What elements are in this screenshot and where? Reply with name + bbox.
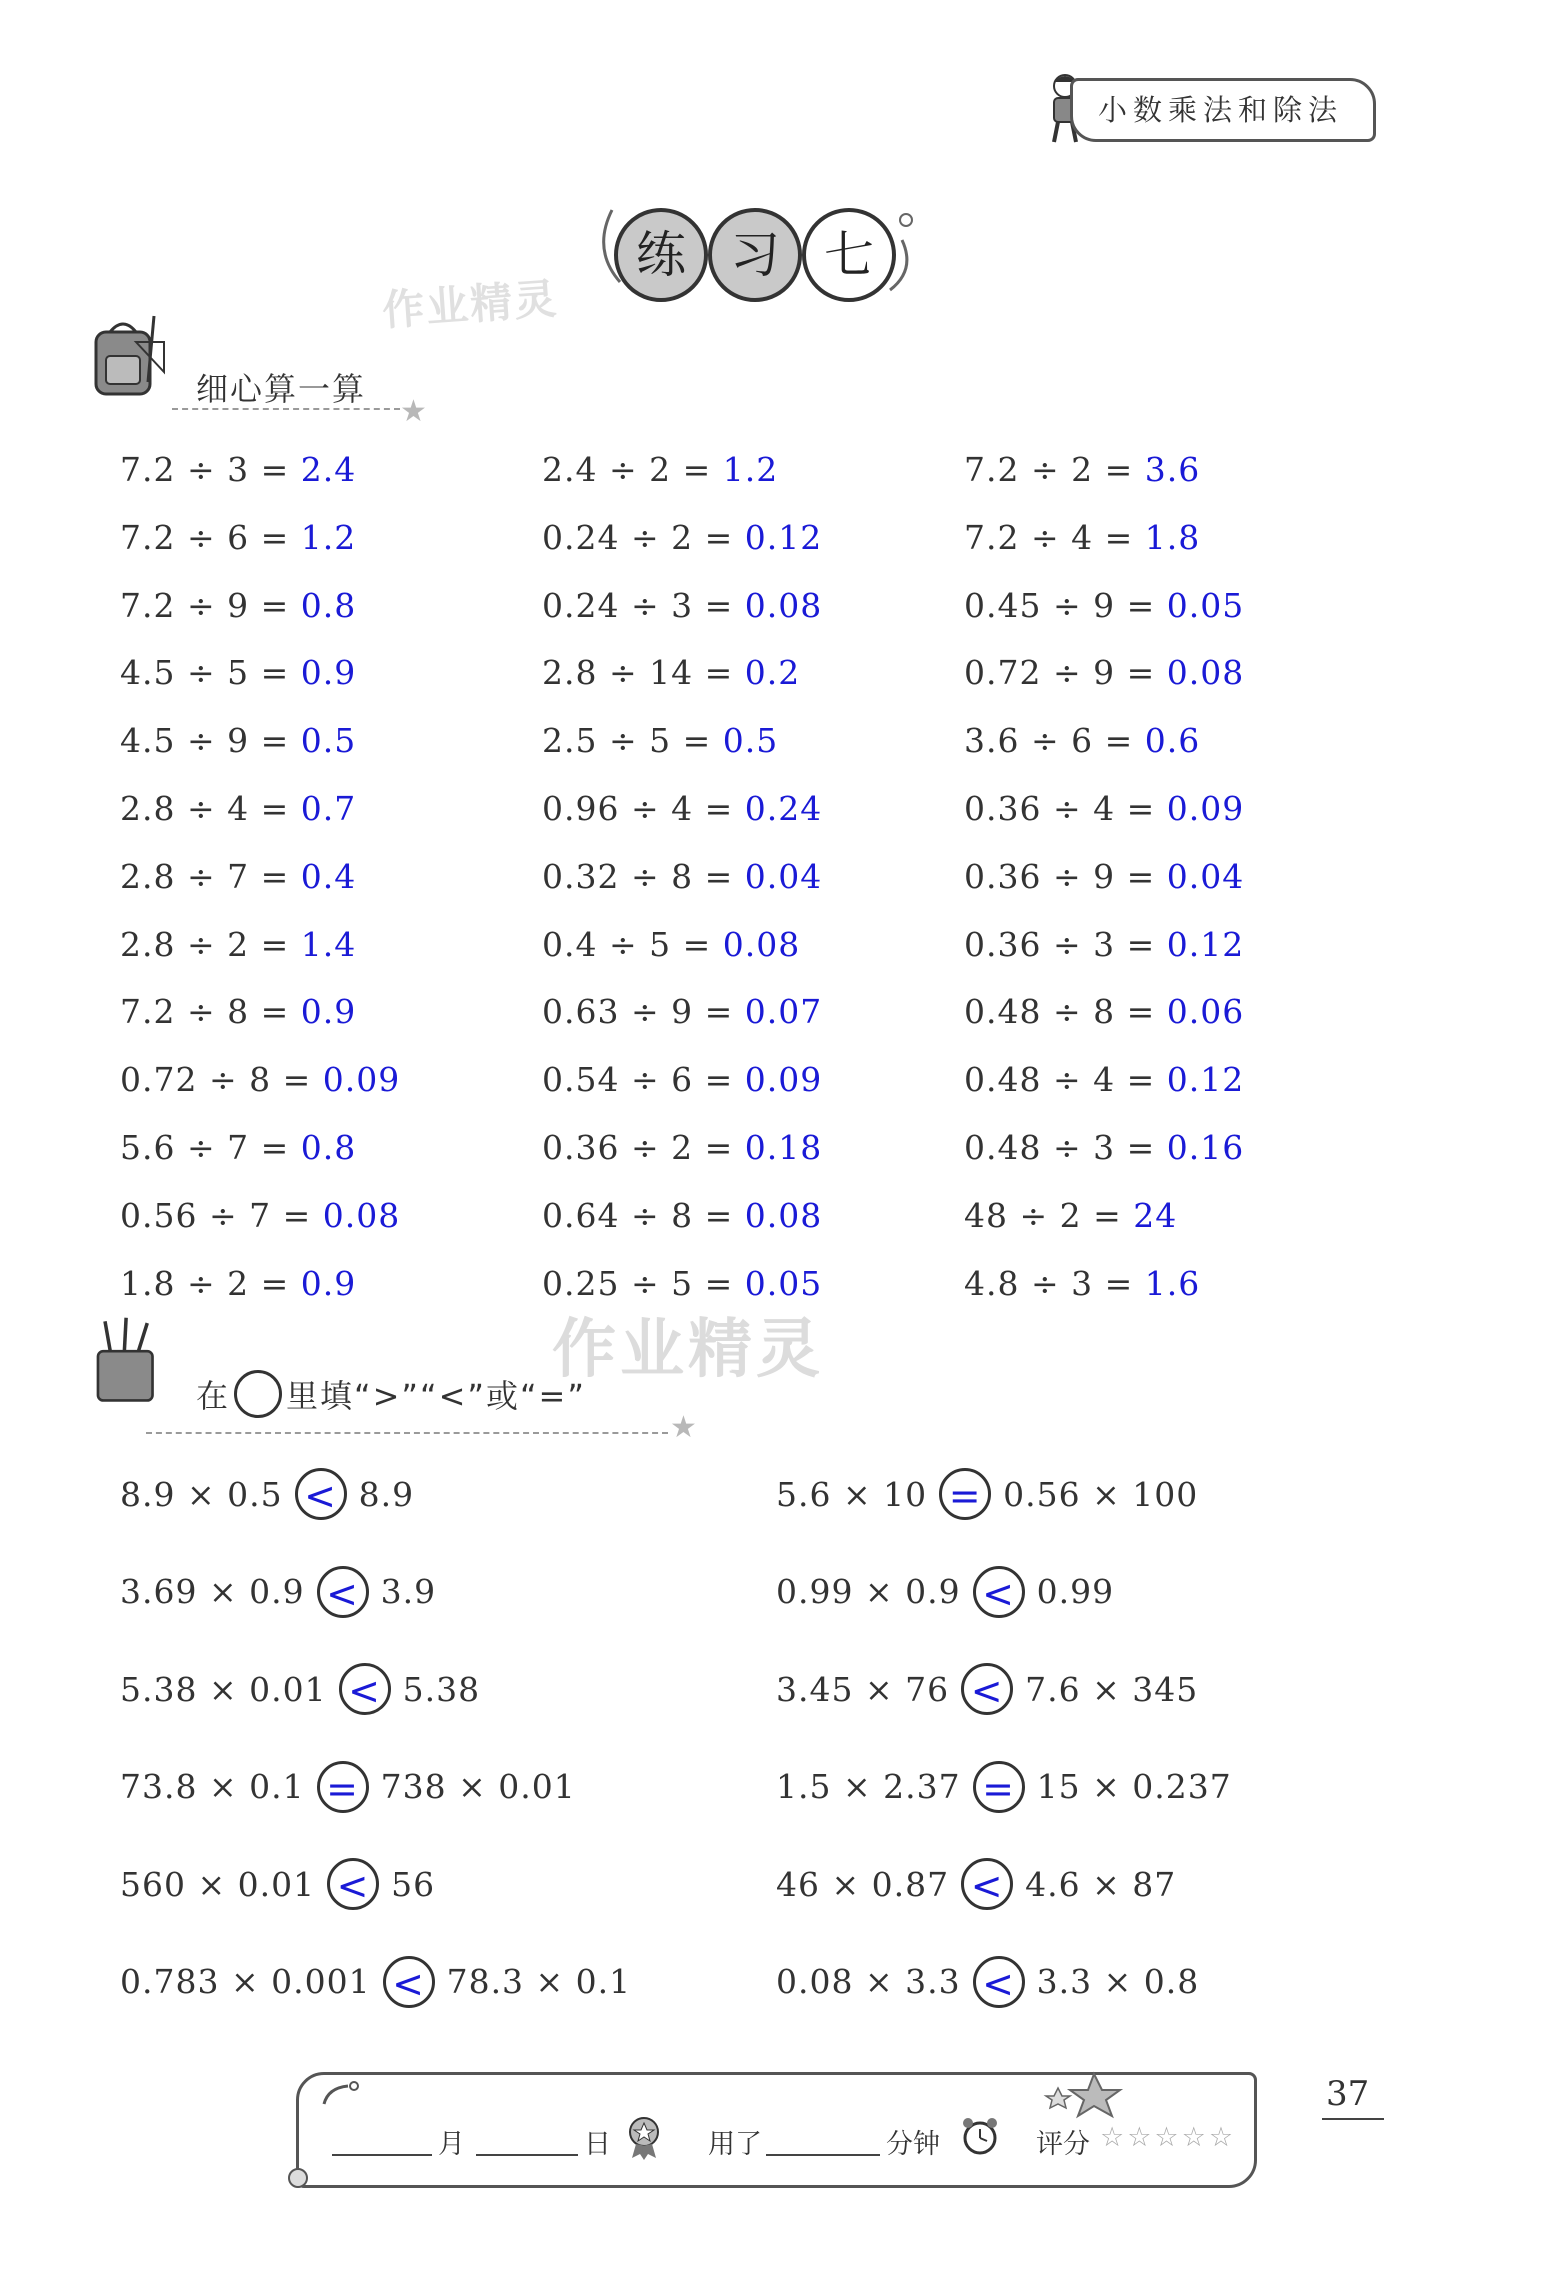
division-problem <box>964 1128 1244 1167</box>
comparison-left: 5.6 × 10 <box>776 1474 928 1514</box>
division-answer[interactable]: 0.9 <box>300 992 357 1032</box>
day-blank[interactable] <box>476 2154 578 2156</box>
pencil-cup-icon <box>88 1316 166 1404</box>
section2-underline <box>146 1432 668 1434</box>
division-expression: 0.56 ÷ 7 = <box>120 1195 312 1235</box>
division-problem <box>120 1196 400 1235</box>
division-answer[interactable]: 0.4 <box>300 856 357 896</box>
division-expression: 0.25 ÷ 5 = <box>542 1263 734 1303</box>
division-expression: 4.5 ÷ 5 = <box>120 653 290 693</box>
alarm-clock-icon <box>960 2116 1000 2158</box>
division-problem <box>120 1264 356 1303</box>
comparison-problem <box>120 1663 480 1715</box>
division-problem <box>542 1264 822 1303</box>
division-expression: 2.8 ÷ 2 = <box>120 924 290 964</box>
division-answer[interactable]: 0.18 <box>744 1128 823 1167</box>
section2-title-suffix: 里填“>”“<”或“=” <box>286 1377 586 1415</box>
comparison-problem <box>120 1468 414 1520</box>
division-expression: 0.45 ÷ 9 = <box>964 585 1156 625</box>
comparison-left: 3.45 × 76 <box>776 1669 950 1709</box>
division-problem <box>542 586 822 625</box>
division-expression: 3.6 ÷ 6 = <box>964 721 1134 761</box>
division-problem <box>542 653 800 692</box>
division-expression: 7.2 ÷ 6 = <box>120 517 290 557</box>
comparison-left: 8.9 × 0.5 <box>120 1474 283 1514</box>
division-problem <box>120 992 356 1031</box>
division-expression: 0.54 ÷ 6 = <box>542 1060 734 1100</box>
division-problem <box>964 925 1244 964</box>
backpack-icon <box>88 312 166 400</box>
exercise-title <box>590 190 930 300</box>
comparison-problem <box>120 1761 576 1813</box>
minutes-blank[interactable] <box>766 2154 880 2156</box>
comparison-problem <box>776 1663 1198 1715</box>
watermark-middle: 作业精灵 <box>552 1313 824 1387</box>
division-expression: 48 ÷ 2 = <box>964 1195 1122 1235</box>
division-problem <box>120 450 356 489</box>
division-problem <box>964 1196 1177 1235</box>
page-number: 37 <box>1326 2074 1370 2114</box>
division-answer[interactable]: 0.16 <box>1166 1128 1245 1167</box>
division-expression: 0.96 ÷ 4 = <box>542 789 734 828</box>
comparison-right: 3.3 × 0.8 <box>1036 1962 1200 2001</box>
division-expression: 7.2 ÷ 9 = <box>120 585 290 625</box>
division-problem <box>120 1060 400 1099</box>
division-answer[interactable]: 0.09 <box>322 1060 401 1100</box>
comparison-problem <box>120 1858 435 1910</box>
division-expression: 4.5 ÷ 9 = <box>120 721 290 761</box>
division-answer[interactable]: 0.12 <box>744 517 823 557</box>
star-icon: ★ <box>400 394 427 429</box>
comparison-left: 0.99 × 0.9 <box>776 1572 961 1611</box>
division-expression: 2.4 ÷ 2 = <box>542 450 712 489</box>
division-problem <box>542 789 822 828</box>
title-char-3: 七 <box>802 208 896 302</box>
title-char-2: 习 <box>708 208 802 302</box>
division-answer[interactable]: 1.2 <box>300 517 357 557</box>
comparison-sign-circle[interactable]: < <box>383 1956 435 2008</box>
division-answer[interactable]: 0.08 <box>744 585 823 625</box>
comparison-problem <box>776 1858 1176 1910</box>
unit-title: 小数乘法和除法 <box>1098 93 1344 127</box>
division-expression: 7.2 ÷ 4 = <box>964 517 1134 557</box>
division-expression: 4.8 ÷ 3 = <box>964 1263 1134 1303</box>
division-answer[interactable]: 0.09 <box>1166 789 1245 828</box>
division-expression: 0.36 ÷ 3 = <box>964 924 1156 964</box>
comparison-sign-circle[interactable]: < <box>339 1663 391 1715</box>
division-problem <box>542 857 822 896</box>
time-used-label: 用了 <box>708 2129 762 2160</box>
comparison-left: 1.5 × 2.37 <box>776 1767 961 1806</box>
division-problem <box>542 925 800 964</box>
blank-circle-icon <box>234 1370 282 1418</box>
division-expression: 7.2 ÷ 2 = <box>964 450 1134 489</box>
division-expression: 0.48 ÷ 3 = <box>964 1128 1156 1167</box>
division-answer[interactable]: 0.08 <box>322 1195 401 1235</box>
division-answer[interactable]: 0.8 <box>300 585 357 625</box>
division-answer[interactable]: 0.9 <box>300 653 357 693</box>
division-answer[interactable]: 0.08 <box>1166 653 1245 693</box>
division-expression: 2.8 ÷ 4 = <box>120 789 290 828</box>
division-expression: 0.48 ÷ 4 = <box>964 1060 1156 1100</box>
comparison-right: 3.9 <box>380 1572 437 1611</box>
division-problem <box>964 586 1244 625</box>
comparison-problem <box>776 1566 1114 1618</box>
division-answer[interactable]: 0.5 <box>300 721 357 761</box>
comparison-right: 0.99 <box>1036 1572 1115 1611</box>
comparison-left: 0.783 × 0.001 <box>120 1962 371 2001</box>
comparison-sign-circle[interactable]: < <box>961 1858 1013 1910</box>
comparison-right: 78.3 × 0.1 <box>446 1962 632 2001</box>
division-problem <box>964 518 1200 557</box>
division-answer[interactable]: 1.2 <box>722 450 779 489</box>
division-answer[interactable]: 0.2 <box>744 653 801 693</box>
division-answer[interactable]: 0.6 <box>1144 721 1201 761</box>
month-blank[interactable] <box>332 2154 432 2156</box>
day-label: 日 <box>584 2129 611 2160</box>
medal-icon <box>626 2116 662 2160</box>
division-answer[interactable]: 3.6 <box>1144 450 1201 489</box>
division-answer[interactable]: 0.08 <box>744 1195 823 1235</box>
comparison-left: 46 × 0.87 <box>776 1864 950 1904</box>
comparison-left: 3.69 × 0.9 <box>120 1572 305 1611</box>
division-answer[interactable]: 0.9 <box>300 1263 357 1303</box>
division-answer[interactable]: 0.8 <box>300 1128 357 1167</box>
division-expression: 5.6 ÷ 7 = <box>120 1128 290 1167</box>
division-expression: 0.63 ÷ 9 = <box>542 992 734 1032</box>
unit-banner <box>1040 72 1378 146</box>
division-answer[interactable]: 0.24 <box>744 789 823 828</box>
division-problem <box>120 1128 356 1167</box>
comparison-sign-circle[interactable]: = <box>317 1761 369 1813</box>
comparison-sign-circle[interactable]: = <box>939 1468 991 1520</box>
division-problem <box>964 857 1244 896</box>
comparison-sign-circle[interactable]: = <box>973 1761 1025 1813</box>
division-problem <box>964 450 1200 489</box>
page-number-underline <box>1322 2118 1384 2120</box>
division-answer[interactable]: 0.09 <box>744 1060 823 1100</box>
star-icon: ★ <box>670 1410 697 1445</box>
comparison-right: 5.38 <box>402 1669 481 1709</box>
division-expression: 0.24 ÷ 2 = <box>542 517 734 557</box>
comparison-problem <box>120 1956 631 2008</box>
comparison-problem <box>776 1956 1199 2008</box>
score-stars-icon[interactable]: ☆☆☆☆☆ <box>1100 2122 1237 2153</box>
division-answer[interactable]: 0.7 <box>300 789 357 828</box>
comparison-right: 4.6 × 87 <box>1025 1864 1177 1904</box>
division-answer[interactable]: 2.4 <box>300 450 357 489</box>
comparison-right: 7.6 × 345 <box>1025 1669 1199 1709</box>
division-answer[interactable]: 0.5 <box>722 721 779 761</box>
division-expression: 7.2 ÷ 3 = <box>120 450 290 489</box>
division-problem <box>964 789 1244 828</box>
comparison-right: 8.9 <box>358 1474 415 1514</box>
comparison-problem <box>776 1761 1232 1813</box>
month-label: 月 <box>438 2129 465 2160</box>
division-answer[interactable]: 0.08 <box>722 924 801 964</box>
division-problem <box>542 992 822 1031</box>
division-problem <box>542 721 778 760</box>
division-answer[interactable]: 0.04 <box>1166 856 1245 896</box>
division-expression: 0.64 ÷ 8 = <box>542 1195 734 1235</box>
division-problem <box>964 653 1244 692</box>
division-problem <box>542 450 778 489</box>
division-expression: 0.36 ÷ 2 = <box>542 1128 734 1167</box>
division-problem <box>120 857 356 896</box>
division-problem <box>120 586 356 625</box>
division-answer[interactable]: 0.12 <box>1166 1060 1245 1100</box>
division-problem <box>120 518 356 557</box>
division-problem <box>120 789 356 828</box>
comparison-sign-circle[interactable]: < <box>973 1566 1025 1618</box>
comparison-sign-circle[interactable]: < <box>973 1956 1025 2008</box>
division-expression: 0.36 ÷ 9 = <box>964 856 1156 896</box>
division-answer[interactable]: 0.07 <box>744 992 823 1032</box>
watermark-top: 作业精灵 <box>380 273 560 336</box>
comparison-left: 5.38 × 0.01 <box>120 1669 327 1709</box>
division-answer[interactable]: 0.12 <box>1166 924 1245 964</box>
division-problem <box>120 721 356 760</box>
division-expression: 0.4 ÷ 5 = <box>542 924 712 964</box>
comparison-right: 56 <box>391 1864 436 1904</box>
division-problem <box>542 1196 822 1235</box>
comparison-right: 15 × 0.237 <box>1036 1767 1232 1806</box>
division-answer[interactable]: 0.06 <box>1166 992 1245 1032</box>
footer-record-box <box>288 2060 1288 2200</box>
section2-title <box>196 1370 586 1418</box>
comparison-problem <box>776 1468 1198 1520</box>
comparison-left: 73.8 × 0.1 <box>120 1767 305 1806</box>
score-label: 评分 <box>1036 2129 1090 2160</box>
division-answer[interactable]: 1.8 <box>1144 517 1201 557</box>
comparison-left: 0.08 × 3.3 <box>776 1962 961 2001</box>
division-problem <box>542 1128 822 1167</box>
division-problem <box>120 925 356 964</box>
division-problem <box>964 992 1244 1031</box>
minutes-label: 分钟 <box>886 2129 940 2160</box>
division-expression: 1.8 ÷ 2 = <box>120 1263 290 1303</box>
division-problem <box>542 1060 822 1099</box>
division-problem <box>964 1060 1244 1099</box>
title-char-1: 练 <box>614 208 708 302</box>
division-answer[interactable]: 1.6 <box>1144 1263 1201 1303</box>
comparison-left: 560 × 0.01 <box>120 1864 316 1904</box>
division-expression: 7.2 ÷ 8 = <box>120 992 290 1032</box>
division-expression: 2.5 ÷ 5 = <box>542 721 712 761</box>
division-expression: 0.48 ÷ 8 = <box>964 992 1156 1032</box>
section1-title: 细心算一算 <box>196 370 367 408</box>
division-expression: 0.36 ÷ 4 = <box>964 789 1156 828</box>
section1-underline <box>172 408 400 410</box>
division-answer[interactable]: 24 <box>1133 1195 1178 1235</box>
comparison-right: 738 × 0.01 <box>380 1767 576 1806</box>
section2-title-prefix: 在 <box>196 1377 231 1415</box>
comparison-sign-circle[interactable]: < <box>327 1858 379 1910</box>
division-expression: 0.24 ÷ 3 = <box>542 585 734 625</box>
division-expression: 2.8 ÷ 14 = <box>542 653 734 693</box>
division-answer[interactable]: 0.05 <box>1166 585 1245 625</box>
division-problem <box>542 518 822 557</box>
comparison-sign-circle[interactable]: < <box>295 1468 347 1520</box>
division-answer[interactable]: 0.04 <box>744 856 823 896</box>
division-problem <box>120 653 356 692</box>
division-problem <box>964 1264 1200 1303</box>
division-problem <box>964 721 1200 760</box>
comparison-sign-circle[interactable]: < <box>961 1663 1013 1715</box>
comparison-sign-circle[interactable]: < <box>317 1566 369 1618</box>
division-expression: 2.8 ÷ 7 = <box>120 856 290 896</box>
division-answer[interactable]: 0.05 <box>744 1263 823 1303</box>
division-expression: 0.72 ÷ 8 = <box>120 1060 312 1100</box>
division-answer[interactable]: 1.4 <box>300 924 357 964</box>
division-expression: 0.72 ÷ 9 = <box>964 653 1156 693</box>
division-expression: 0.32 ÷ 8 = <box>542 856 734 896</box>
comparison-right: 0.56 × 100 <box>1003 1474 1199 1514</box>
comparison-problem <box>120 1566 436 1618</box>
